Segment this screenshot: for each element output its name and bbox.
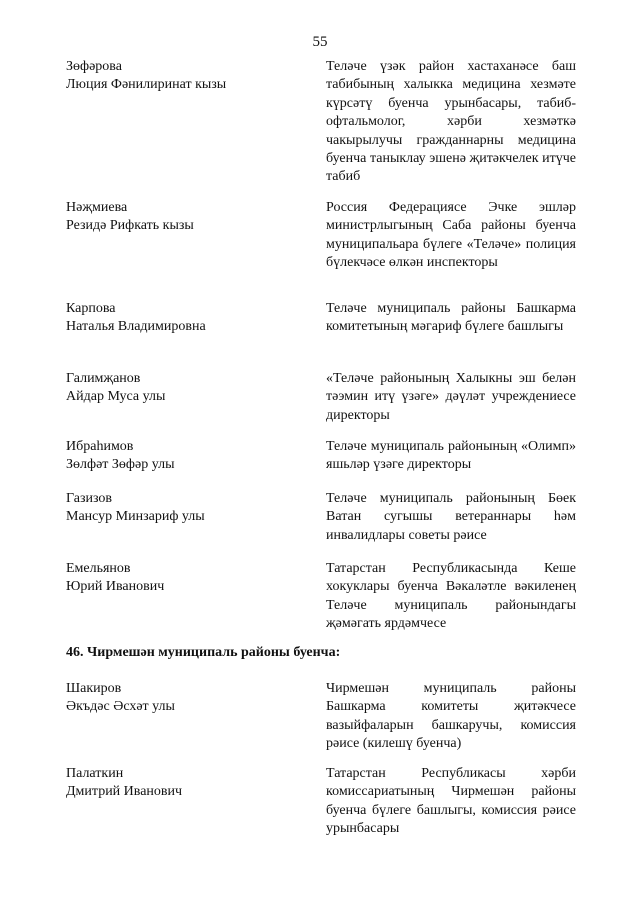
member-role: Теләче муниципаль районының Бөек Ватан сугышы ветераннары һәм инвалидлары советы рәисе <box>326 491 576 543</box>
member-role: Татарстан Республикасында Кеше хокуклары буенча Вәкаләтле вәкиленең Теләче муниципаль районындагы җәмәгать ярдәмчесе <box>326 561 576 632</box>
member-name <box>66 58 306 95</box>
member-role: Татарстан Республикасы хәрби комиссариатының Чирмешән районы буенча бүлеге башлыгы, комиссия рәисе урынбасары <box>326 766 576 837</box>
member-name <box>66 199 306 236</box>
member-given-name: Люция Фәнилиринат кызы <box>66 77 227 93</box>
member-surname: Ибраһимов <box>66 439 134 454</box>
member-surname: Шакиров <box>66 681 122 696</box>
member-role: Россия Федерациясе Эчке эшләр министрлыгының Саба районы буенча муниципальара бүлеге «Теләче» полиция бүлекчәсе өлкән инспекторы <box>326 200 576 271</box>
member-name <box>66 438 306 475</box>
member-surname: Емельянов <box>66 561 131 576</box>
member-name <box>66 765 306 802</box>
section-heading: 46. Чирмешән муниципаль районы буенча: <box>66 645 341 660</box>
member-name <box>66 490 306 527</box>
member-role: Теләче муниципаль районының «Олимп» яшьләр үзәге директоры <box>326 439 576 473</box>
member-surname: Галимҗанов <box>66 371 141 386</box>
member-name <box>66 560 306 597</box>
member-surname: Газизов <box>66 491 113 506</box>
member-surname: Зөфәрова <box>66 59 122 74</box>
member-given-name: Юрий Иванович <box>66 579 165 595</box>
member-given-name: Әкъдәс Әсхәт улы <box>66 699 175 715</box>
member-name <box>66 370 306 407</box>
member-role: Чирмешән муниципаль районы Башкарма комитеты җитәкчесе вазыйфаларын башкаручы, комиссия рәисе (килешү буенча) <box>326 681 576 752</box>
member-name <box>66 680 306 717</box>
member-given-name: Айдар Муса улы <box>66 389 166 405</box>
member-role: «Теләче районының Халыкны эш белән тәэмин итү үзәге» дәүләт учреждениесе директоры <box>326 371 576 423</box>
member-given-name: Мансур Минзариф улы <box>66 509 205 525</box>
member-surname: Карпова <box>66 301 116 316</box>
member-given-name: Наталья Владимировна <box>66 319 206 335</box>
member-given-name: Дмитрий Иванович <box>66 784 183 800</box>
member-name <box>66 300 306 337</box>
member-role: Теләче үзәк район хастаханәсе баш табибының халыкка медицина хезмәте күрсәтү буенча урынбасары, табиб-офтальмолог, хәрби хезмәткә чакырылучы гражданнарны медицина буенча таныклау эшенә җитәкчелек итүче табиб <box>326 59 576 185</box>
member-surname: Нәҗмиева <box>66 200 128 215</box>
member-given-name: Зөлфәт Зөфәр улы <box>66 457 175 473</box>
member-given-name: Резидә Рифкать кызы <box>66 218 194 234</box>
member-role: Теләче муниципаль районы Башкарма комитетының мәгариф бүлеге башлыгы <box>326 301 576 335</box>
page-number: 55 <box>312 34 328 50</box>
member-surname: Палаткин <box>66 766 124 781</box>
